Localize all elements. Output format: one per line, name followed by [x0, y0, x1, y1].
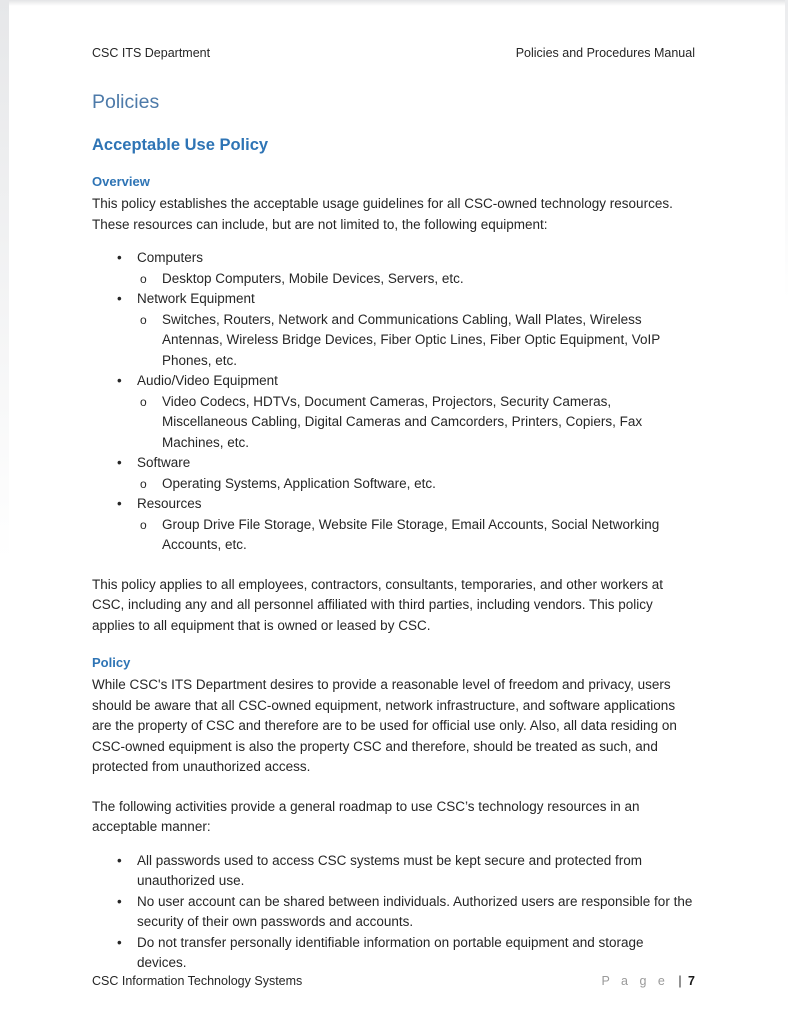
- activity-item-text: No user account can be shared between individuals. Authorized users are responsible for the security of their own passwords and accounts.: [137, 893, 693, 929]
- circle-bullet-icon: o: [140, 394, 147, 409]
- equipment-detail-text: Operating Systems, Application Software, etc.: [162, 475, 436, 491]
- equipment-item-label: Audio/Video Equipment: [137, 373, 278, 388]
- footer-page-indicator: [601, 974, 695, 988]
- header-department: CSC ITS Department: [92, 46, 211, 60]
- equipment-item-detail: [92, 269, 695, 290]
- equipment-detail-text: Desktop Computers, Mobile Devices, Servers, etc.: [162, 270, 464, 286]
- equipment-item: [92, 453, 695, 474]
- equipment-item-label: Resources: [137, 496, 202, 511]
- equipment-item: [92, 494, 695, 515]
- page-title: Policies: [92, 91, 160, 113]
- equipment-item-label: Computers: [137, 250, 204, 265]
- circle-bullet-icon: o: [140, 312, 147, 327]
- equipment-item-detail: [92, 310, 695, 372]
- policy-body-paragraph: While CSC's ITS Department desires to provide a reasonable level of freedom and privacy, users should be aware that all CSC-owned equipment, network infrastructure, and software applications are the property of CSC and therefore are to be used for official use only. Also, all data residing on CSC-owned equipment is also the property CSC and therefore, should be treated as such, and protected from unauthorized access.: [92, 677, 677, 774]
- equipment-item: [92, 248, 695, 269]
- equipment-item-detail: [92, 474, 695, 495]
- equipment-detail-text: Video Codecs, HDTVs, Document Cameras, Projectors, Security Cameras, Miscellaneous Cabling, Digital Cameras and Camcorders, Printers, Copiers, Fax Machines, etc.: [162, 393, 643, 450]
- equipment-detail-text: Switches, Routers, Network and Communications Cabling, Wall Plates, Wireless Antennas, Wireless Bridge Devices, Fiber Optic Lines, Fiber Optic Equipment, VoIP Phones, etc.: [162, 311, 660, 368]
- footer-page-word: P a g e: [601, 973, 669, 988]
- footer-page-number: 7: [688, 973, 695, 988]
- bullet-icon: •: [117, 250, 122, 265]
- overview-heading: Overview: [92, 174, 150, 189]
- document-footer: [92, 974, 695, 988]
- bullet-icon: •: [117, 852, 122, 868]
- activity-item: [92, 933, 695, 974]
- equipment-item-label: Network Equipment: [137, 291, 255, 306]
- document-header: [92, 46, 695, 60]
- bullet-icon: •: [117, 496, 122, 511]
- circle-bullet-icon: o: [140, 476, 147, 491]
- footer-organization: CSC Information Technology Systems: [92, 973, 303, 988]
- bullet-icon: •: [117, 893, 122, 909]
- equipment-item: [92, 289, 695, 310]
- page-left-edge: [0, 0, 9, 560]
- section-title: Acceptable Use Policy: [92, 136, 269, 154]
- roadmap-intro-paragraph: The following activities provide a general roadmap to use CSC’s technology resources in an acceptable manner:: [92, 798, 640, 834]
- bullet-icon: •: [117, 455, 122, 470]
- page-top-edge: [0, 0, 788, 6]
- circle-bullet-icon: o: [140, 517, 147, 532]
- equipment-detail-text: Group Drive File Storage, Website File Storage, Email Accounts, Social Networking Accounts, etc.: [162, 516, 660, 552]
- activities-list: [92, 851, 695, 974]
- policy-applies-paragraph: This policy applies to all employees, contractors, consultants, temporaries, and other workers at CSC, including any and all personnel affiliated with third parties, including vendors. This policy applies to all equipment that is owned or leased by CSC.: [92, 576, 664, 633]
- equipment-item-detail: [92, 515, 695, 556]
- bullet-icon: •: [117, 934, 122, 950]
- activity-item-text: Do not transfer personally identifiable information on portable equipment and storage devices.: [137, 934, 644, 970]
- footer-page-separator: |: [678, 973, 682, 988]
- overview-intro-paragraph: This policy establishes the acceptable usage guidelines for all CSC-owned technology resources. These resources can include, but are not limited to, the following equipment:: [92, 196, 673, 232]
- activity-item: [92, 892, 695, 933]
- equipment-item-label: Software: [137, 455, 191, 470]
- bullet-icon: •: [117, 373, 122, 388]
- equipment-list: [92, 248, 695, 556]
- circle-bullet-icon: o: [140, 271, 147, 286]
- activity-item: [92, 851, 695, 892]
- equipment-item-detail: [92, 392, 695, 454]
- activity-item-text: All passwords used to access CSC systems must be kept secure and protected from unauthorized use.: [137, 852, 642, 888]
- header-manual-title: Policies and Procedures Manual: [515, 46, 695, 60]
- bullet-icon: •: [117, 291, 122, 306]
- equipment-item: [92, 371, 695, 392]
- policy-heading: Policy: [92, 655, 131, 670]
